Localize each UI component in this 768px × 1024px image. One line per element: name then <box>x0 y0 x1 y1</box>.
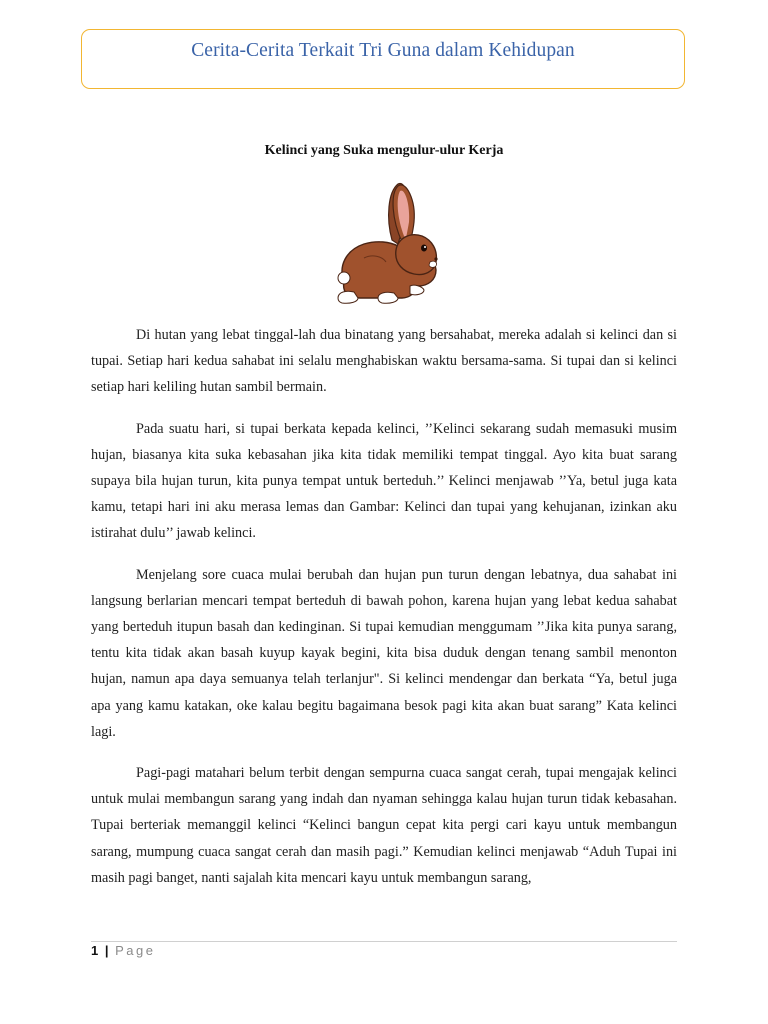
header-box <box>81 29 685 89</box>
paragraph-4: Pagi-pagi matahari belum terbit dengan sempurna cuaca sangat cerah, tupai mengajak kelinci untuk mulai membangun sarang yang indah dan nyaman sehingga kalau hujan turun tidak kebasahan. Tupai berteriak memanggil kelinci “Kelinci bangun cepat kita pergi cari kayu untuk membangun sarang, mumpung cuaca sangat cerah dan masih pagi.” Kemudian kelinci menjawab “Aduh Tupai ini masih pagi banget, nanti sajalah kita mencari kayu untuk membangun sarang, <box>91 765 677 886</box>
paragraph-1: Di hutan yang lebat tinggal-lah dua binatang yang bersahabat, mereka adalah si kelinci dan si tupai. Setiap hari kedua sahabat ini selalu menghabiskan waktu bersama-sama. Si tupai dan si kelinci setiap hari keliling hutan sambil bermain. <box>91 327 677 396</box>
document-header-title: Cerita-Cerita Terkait Tri Guna dalam Kehidupan <box>191 40 575 61</box>
paragraph-3: Menjelang sore cuaca mulai berubah dan hujan pun turun dengan lebatnya, dua sahabat ini langsung berlarian mencari tempat berteduh di bawah pohon, karena hujan yang lebat kedua sahabat yang berteduh itupun basah dan kedinginan. Si tupai kemudian menggumam ’’Jika kita punya sarang, tentu kita tidak akan basah kuyup kayak begini, kita bisa duduk dengan tenang sambil menonton hujan, namun apa daya semuanya telah terlanjur". Si kelinci mendengar dan berkata “Ya, betul juga apa yang kamu katakan, oke kalau begitu bagaimana besok pagi kita akan buat sarang” Kata kelinci lagi. <box>91 566 677 740</box>
story-title: Kelinci yang Suka mengulur-ulur Kerja <box>264 143 504 158</box>
rabbit-illustration <box>330 178 440 308</box>
footer-divider <box>91 941 677 942</box>
paragraph-2: Pada suatu hari, si tupai berkata kepada kelinci, ’’Kelinci sekarang sudah memasuki musim hujan, biasanya kita suka kebasahan jika kita tidak memiliki tempat tinggal. Ayo kita buat sarang supaya bila hujan turun, kita punya tempat untuk berteduh.’’ Kelinci menjawab ’’Ya, betul juga kata kamu, tetapi hari ini aku merasa lemas dan Gambar: Kelinci dan tupai yang kehujanan, izinkan aku istirahat dulu’’ jawab kelinci. <box>91 420 677 542</box>
page-separator: | <box>104 943 109 958</box>
page-label: Page <box>115 943 156 958</box>
story-body <box>91 322 677 906</box>
page-footer <box>91 943 156 958</box>
page-number: 1 <box>91 943 99 958</box>
